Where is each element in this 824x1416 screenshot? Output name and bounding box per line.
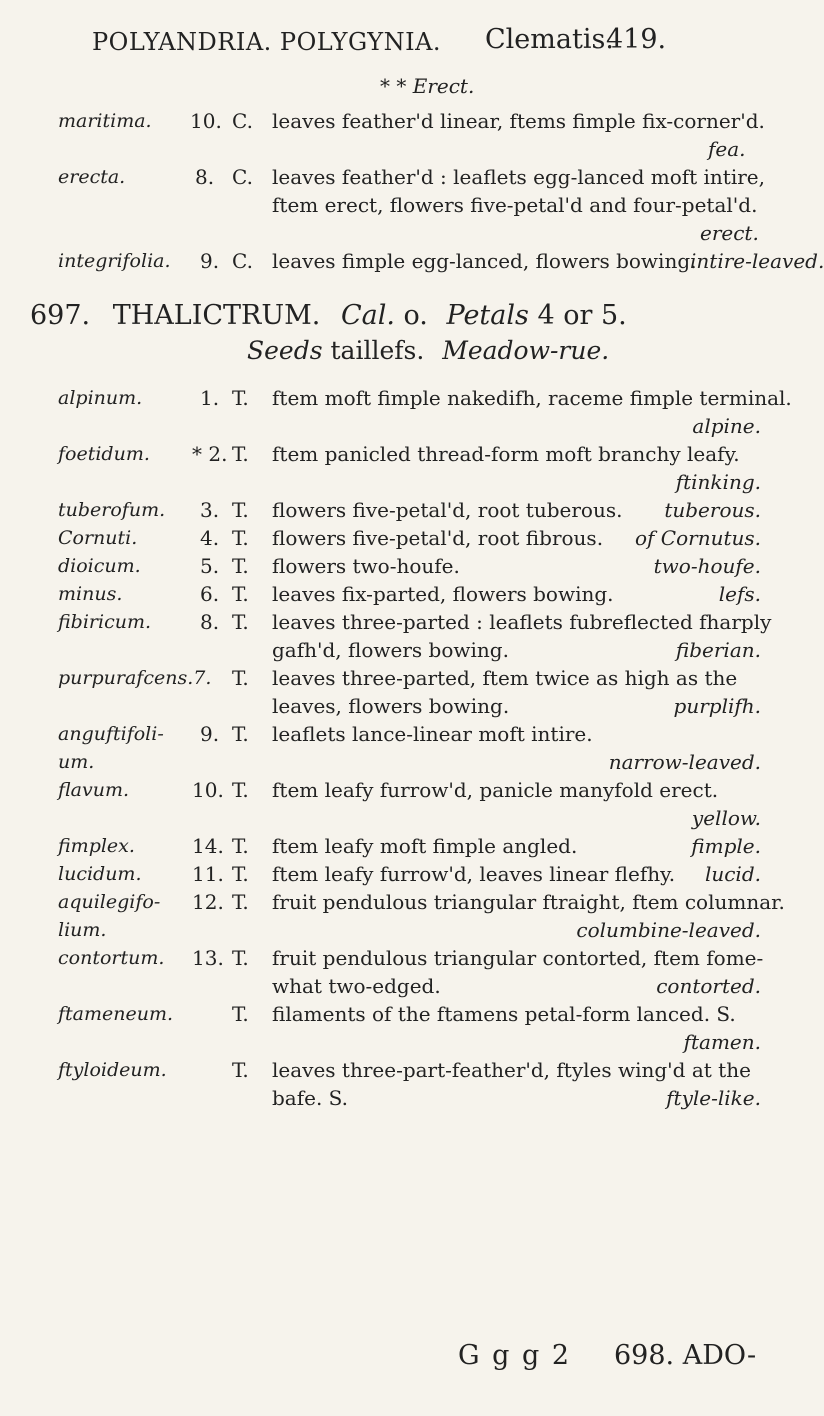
species-name: anguftifoli- xyxy=(58,723,164,745)
english-name: fea. xyxy=(708,137,746,161)
english-name: lefs. xyxy=(718,582,761,606)
catchword: 698. ADO- xyxy=(614,1340,757,1371)
description: flowers five-petal'd, root tuberous. xyxy=(272,498,623,522)
calyx-label: Cal. xyxy=(340,300,395,331)
description: flowers five-petal'd, root fibrous. xyxy=(272,526,604,550)
species-name: ftyloideum. xyxy=(58,1059,167,1081)
description: flowers two-houfe. xyxy=(272,554,460,578)
description-cont: ftem erect, flowers five-petal'd and four-petal'd. xyxy=(272,193,758,217)
english-name: fimple. xyxy=(691,834,761,858)
genus-abbr: C. xyxy=(232,165,253,189)
species-number: 12. xyxy=(192,890,224,914)
running-header xyxy=(58,20,778,60)
species-name: maritima. xyxy=(58,110,152,132)
description: ftem leafy furrow'd, leaves linear flefhy. xyxy=(272,862,676,886)
genus-abbr: T. xyxy=(232,666,249,690)
description: leaves feather'd : leaflets egg-lanced moft intire, xyxy=(272,165,765,189)
description: filaments of the ftamens petal-form lanced. S. xyxy=(272,1002,736,1026)
species-number: 8. xyxy=(200,610,220,634)
english-name: alpine. xyxy=(692,414,761,438)
header-genus: Clematis. xyxy=(485,24,614,55)
english-name: intire-leaved. xyxy=(690,249,824,273)
description: leaves three-part-feather'd, ftyles wing'd at the xyxy=(272,1058,751,1082)
description-cont: what two-edged. xyxy=(272,974,441,998)
petals-value: 4 or 5. xyxy=(537,300,627,331)
description-cont: bafe. S. xyxy=(272,1086,349,1110)
genus-abbr: T. xyxy=(232,582,249,606)
species-number: 9. xyxy=(200,722,220,746)
species-number: 3. xyxy=(200,498,220,522)
description: leaves fimple egg-lanced, flowers bowing. xyxy=(272,249,697,273)
species-name: fibiricum. xyxy=(58,611,152,633)
english-name: contorted. xyxy=(656,974,761,998)
genus-abbr: T. xyxy=(232,498,249,522)
page-number: 419. xyxy=(606,24,667,55)
species-number: 6. xyxy=(200,582,220,606)
species-name: ftameneum. xyxy=(58,1003,174,1025)
english-name: erect. xyxy=(700,221,759,245)
genus-heading xyxy=(30,300,627,331)
species-number: * 2. xyxy=(192,442,228,466)
species-number: 11. xyxy=(192,862,224,886)
seeds-label: Seeds xyxy=(247,336,323,365)
genus-abbr: T. xyxy=(232,610,249,634)
genus-abbr: T. xyxy=(232,1002,249,1026)
english-name: columbine-leaved. xyxy=(576,918,761,942)
species-number: 10. xyxy=(192,778,224,802)
description: ftem moft fimple nakedifh, raceme fimple terminal. xyxy=(272,386,792,410)
species-name: dioicum. xyxy=(58,555,141,577)
description: fruit pendulous triangular contorted, ftem fome- xyxy=(272,946,764,970)
species-number: 4. xyxy=(200,526,220,550)
species-name: aquilegifo- xyxy=(58,891,161,913)
species-number: 1. xyxy=(200,386,220,410)
common-name: Meadow-rue. xyxy=(442,336,610,365)
species-name: minus. xyxy=(58,583,123,605)
description-cont: leaves, flowers bowing. xyxy=(272,694,510,718)
english-name: two-houfe. xyxy=(653,554,761,578)
species-number: 14. xyxy=(192,834,224,858)
species-name: contortum. xyxy=(58,947,165,969)
species-number: 5. xyxy=(200,554,220,578)
species-name-cont: um. xyxy=(58,751,95,773)
species-name-cont: lium. xyxy=(58,919,107,941)
species-number: 8. xyxy=(195,165,215,189)
description: fruit pendulous triangular ftraight, ftem columnar. xyxy=(272,890,785,914)
species-name: flavum. xyxy=(58,779,130,801)
english-name: purplifh. xyxy=(673,694,761,718)
genus-number: 697. xyxy=(30,300,91,331)
genus-name: THALICTRUM. xyxy=(112,300,321,331)
species-name: alpinum. xyxy=(58,387,143,409)
petals-label: Petals xyxy=(446,300,529,331)
genus-abbr: T. xyxy=(232,890,249,914)
species-name: fimplex. xyxy=(58,835,135,857)
calyx-value: o. xyxy=(403,300,428,331)
genus-abbr: T. xyxy=(232,946,249,970)
species-name: integrifolia. xyxy=(58,250,171,272)
description: ftem panicled thread-form moft branchy leafy. xyxy=(272,442,740,466)
genus-abbr: T. xyxy=(232,834,249,858)
description: ftem leafy furrow'd, panicle manyfold erect. xyxy=(272,778,719,802)
species-name: Cornuti. xyxy=(58,527,138,549)
description: leaves three-parted : leaflets fubreflected fharply xyxy=(272,610,772,634)
description: ftem leafy moft fimple angled. xyxy=(272,834,578,858)
genus-abbr: T. xyxy=(232,1058,249,1082)
english-name: ftyle-like. xyxy=(666,1086,761,1110)
species-number: 13. xyxy=(192,946,224,970)
english-name: of Cornutus. xyxy=(634,526,761,550)
description-cont: gafh'd, flowers bowing. xyxy=(272,638,509,662)
english-name: fiberian. xyxy=(675,638,761,662)
genus-abbr: C. xyxy=(232,249,253,273)
description: leaves feather'd linear, ftems fimple fix-corner'd. xyxy=(272,109,765,133)
species-name: foetidum. xyxy=(58,443,150,465)
description: leaves three-parted, ftem twice as high as the xyxy=(272,666,738,690)
genus-abbr: T. xyxy=(232,526,249,550)
description: leaflets lance-linear moft intire. xyxy=(272,722,593,746)
genus-abbr: T. xyxy=(232,862,249,886)
genus-abbr: T. xyxy=(232,442,249,466)
english-name: narrow-leaved. xyxy=(608,750,761,774)
species-number: 10. xyxy=(190,109,222,133)
description: leaves fix-parted, flowers bowing. xyxy=(272,582,614,606)
seeds-value: taillefs. xyxy=(330,336,425,365)
english-name: tuberous. xyxy=(664,498,761,522)
english-name: ftamen. xyxy=(683,1030,761,1054)
species-name: erecta. xyxy=(58,166,126,188)
species-number: 9. xyxy=(200,249,220,273)
genus-abbr: C. xyxy=(232,109,253,133)
species-name: purpurafcens.7. xyxy=(58,667,212,689)
genus-abbr: T. xyxy=(232,778,249,802)
genus-abbr: T. xyxy=(232,386,249,410)
subsection-heading: * * Erect. xyxy=(380,74,475,98)
english-name: lucid. xyxy=(704,862,761,886)
genus-abbr: T. xyxy=(232,554,249,578)
english-name: ftinking. xyxy=(675,470,761,494)
genus-subheading xyxy=(247,336,609,365)
signature-mark: G g g 2 xyxy=(458,1340,572,1371)
genus-abbr: T. xyxy=(232,722,249,746)
english-name: yellow. xyxy=(691,806,761,830)
species-name: lucidum. xyxy=(58,863,142,885)
species-name: tuberofum. xyxy=(58,499,166,521)
header-class-order: POLYANDRIA. POLYGYNIA. xyxy=(92,28,442,56)
